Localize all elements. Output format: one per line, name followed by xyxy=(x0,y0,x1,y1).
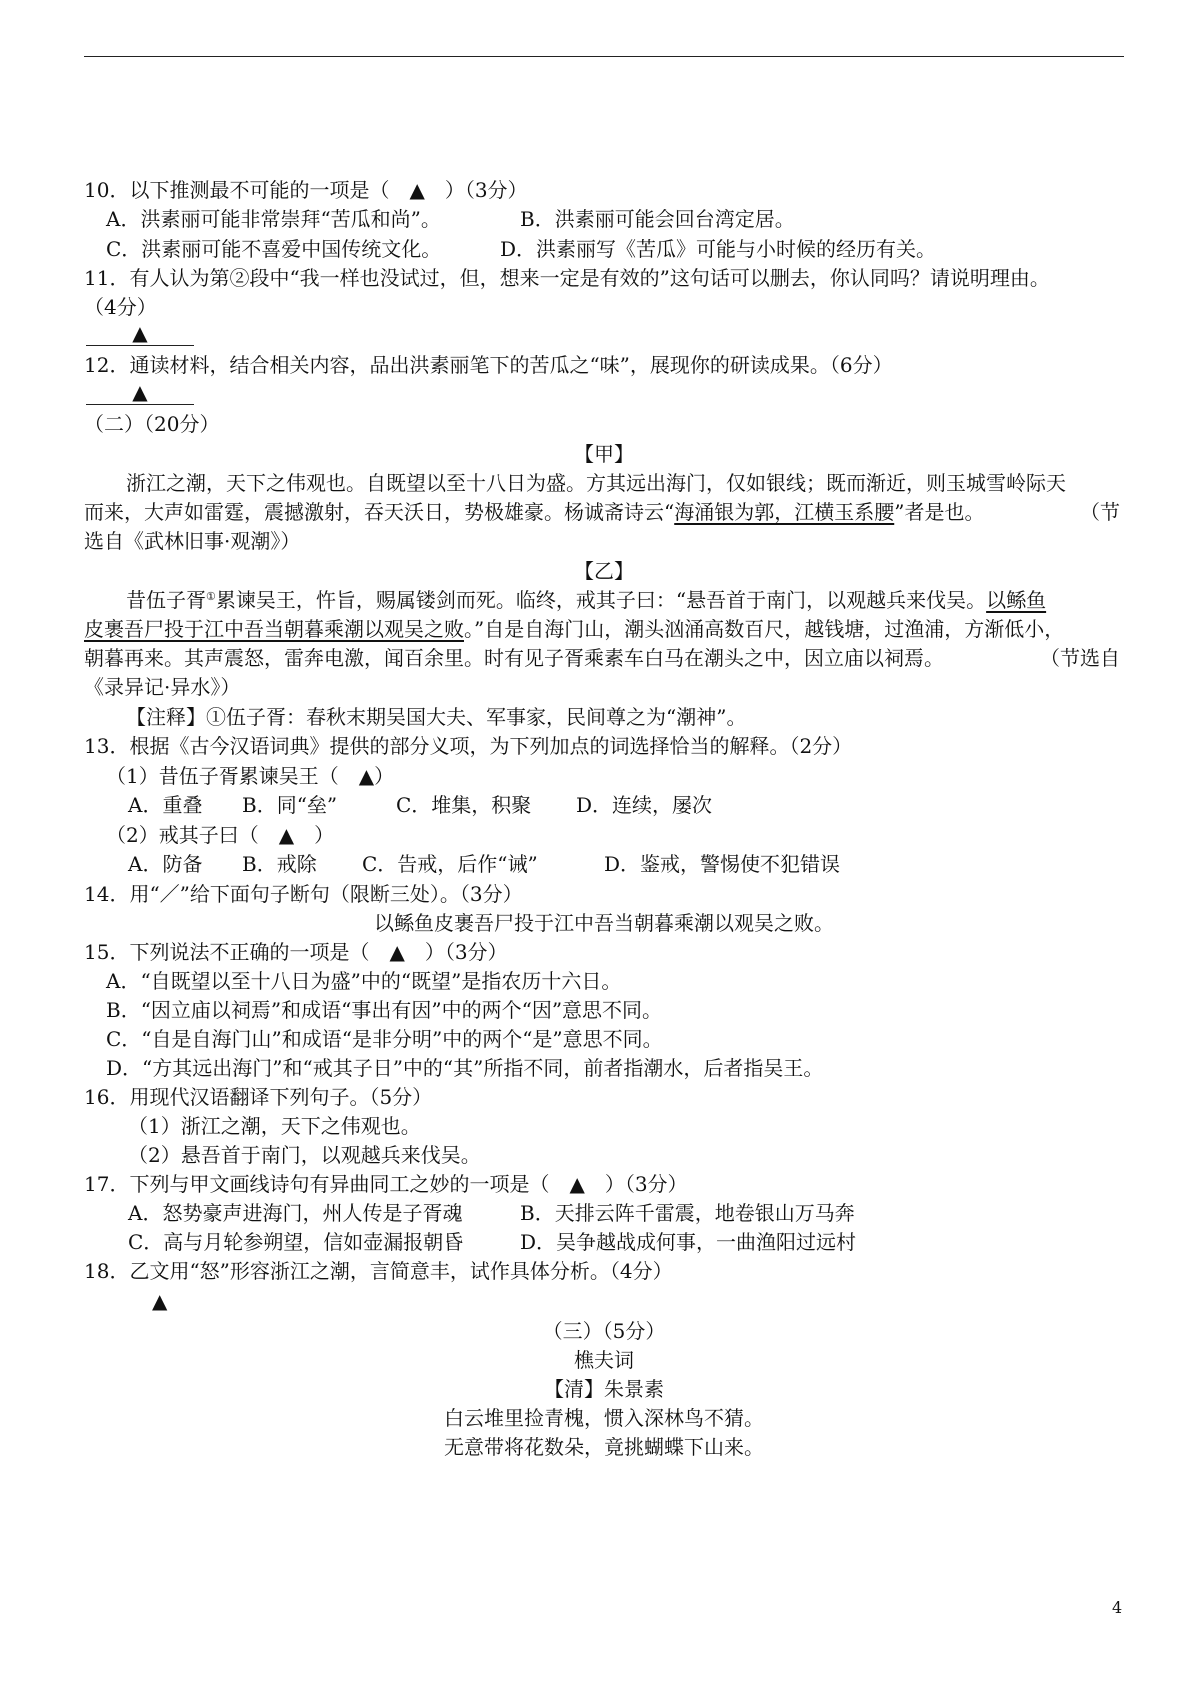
q17-option-d: D．吴争越战成何事，一曲渔阳过远村 xyxy=(520,1230,857,1254)
q12-stem: 12．通读材料，结合相关内容，品出洪素丽笔下的苦瓜之“味”，展现你的研读成果。（6分） xyxy=(84,353,893,377)
passage-yi-line: 皮裹吾尸投于江中吾当朝暮乘潮以观吴之败。”自是自海门山，潮头汹涌高数百尺，越钱塘，过渔浦，方渐低小， xyxy=(84,617,1065,641)
q10-option-c: C．洪素丽可能不喜爱中国传统文化。 xyxy=(106,237,442,261)
q13-part1-option: A．重叠 xyxy=(128,793,203,817)
q16-stem: 16．用现代汉语翻译下列句子。（5分） xyxy=(84,1085,433,1109)
answer-marker-icon: ▲ xyxy=(132,380,148,404)
q14-sentence: 以鲧鱼皮裹吾尸投于江中吾当朝暮乘潮以观吴之败。 xyxy=(374,911,834,935)
page-number: 4 xyxy=(1112,1598,1123,1617)
poem-line: 无意带将花数朵，竟挑蝴蝶下山来。 xyxy=(444,1435,764,1459)
passage-yi-line: 朝暮再来。其声震怒，雷奔电激，闻百余里。时有见子胥乘素车白马在潮头之中，因立庙以祠焉。 xyxy=(84,646,944,670)
passage-yi-note: 【注释】①伍子胥：春秋末期吴国大夫、军事家，民间尊之为“潮神”。 xyxy=(126,705,747,729)
poem-title: 樵夫词 xyxy=(574,1348,634,1372)
q10-option-b: B．洪素丽可能会回台湾定居。 xyxy=(520,207,795,231)
q18-stem: 18．乙文用“怒”形容浙江之潮，言简意丰，试作具体分析。（4分） xyxy=(84,1259,673,1283)
passage-yi-source: （节选自 xyxy=(1040,646,1120,670)
q13-part1: （1）昔伍子胥累谏吴王（ ▲） xyxy=(106,764,395,788)
underlined-sentence: 皮裹吾尸投于江中吾当朝暮乘潮以观吴之败 xyxy=(84,617,464,641)
passage-jia-source-line: 选自《武林旧事·观潮》） xyxy=(84,529,301,553)
passage-yi-source-line: 《录异记·异水》） xyxy=(84,675,241,699)
q15-option-d: D．“方其远出海门”和“戒其子日”中的“其”所指不同，前者指潮水，后者指吴王。 xyxy=(106,1056,824,1080)
underlined-poem-line: 海涌银为郭，江横玉系腰 xyxy=(674,500,895,524)
q16-part1: （1）浙江之潮，天下之伟观也。 xyxy=(128,1114,421,1138)
q10-option-a: A．洪素丽可能非常崇拜“苦瓜和尚”。 xyxy=(106,207,441,231)
answer-marker-icon: ▲ xyxy=(152,1289,168,1313)
q13-part2-option: A．防备 xyxy=(128,852,203,876)
q16-part2: （2）悬吾首于南门，以观越兵来伐吴。 xyxy=(128,1143,481,1167)
q11-score: （4分） xyxy=(84,295,157,319)
passage-jia-source: （节 xyxy=(1080,500,1120,524)
q13-part1-option: B．同“垒” xyxy=(242,793,338,817)
q15-option-a: A．“自既望以至十八日为盛”中的“既望”是指农历十六日。 xyxy=(106,969,622,993)
q17-option-b: B．天排云阵千雷震，地卷银山万马奔 xyxy=(520,1201,855,1225)
q10-stem: 10．以下推测最不可能的一项是（ ▲ ）（3分） xyxy=(84,178,528,202)
q11-stem: 11．有人认为第②段中“我一样也没试过，但，想来一定是有效的”这句话可以删去，你认同吗？请说明理由。 xyxy=(84,266,1050,290)
q17-option-c: C．高与月轮参朔望，信如壶漏报朝昏 xyxy=(128,1230,464,1254)
q10-option-d: D．洪素丽写《苦瓜》可能与小时候的经历有关。 xyxy=(500,237,937,261)
answer-marker-icon: ▲ xyxy=(132,321,148,345)
q15-option-b: B．“因立庙以祠焉”和成语“事出有因”中的两个“因”意思不同。 xyxy=(106,998,663,1022)
poem-line: 白云堆里捡青槐，惯入深林鸟不猜。 xyxy=(444,1406,764,1430)
q17-stem: 17．下列与甲文画线诗句有异曲同工之妙的一项是（ ▲ ）（3分） xyxy=(84,1172,688,1196)
q14-stem: 14．用“／”给下面句子断句（限断三处）。（3分） xyxy=(84,882,523,906)
footnote-marker: ① xyxy=(206,590,216,603)
q13-part2-option: B．戒除 xyxy=(242,852,317,876)
header-rule xyxy=(84,56,1124,57)
passage-yi-title: 【乙】 xyxy=(574,559,634,583)
q12-answer-blank xyxy=(86,380,194,405)
poem-author: 【清】朱景素 xyxy=(544,1377,664,1401)
q13-part2-option: C．告戒，后作“诫” xyxy=(362,852,538,876)
passage-jia-line: 而来，大声如雷霆，震撼激射，吞天沃日，势极雄豪。杨诚斋诗云“海涌银为郭，江横玉系腰”者是也。 xyxy=(84,500,985,524)
q17-option-a: A．怒势豪声进海门，州人传是子胥魂 xyxy=(128,1201,463,1225)
q15-stem: 15．下列说法不正确的一项是（ ▲ ）（3分） xyxy=(84,940,508,964)
q13-part1-option: D．连续，屡次 xyxy=(576,793,713,817)
passage-jia-line: 浙江之潮，天下之伟观也。自既望以至十八日为盛。方其远出海门，仅如银线；既而渐近，则玉城雪岭际天 xyxy=(126,471,1066,495)
passage-jia-title: 【甲】 xyxy=(574,442,634,466)
q13-part2-option: D．鉴戒，警惕使不犯错误 xyxy=(604,852,841,876)
q13-part1-option: C．堆集，积聚 xyxy=(396,793,532,817)
q13-stem: 13．根据《古今汉语词典》提供的部分义项，为下列加点的词选择恰当的解释。（2分） xyxy=(84,734,853,758)
q15-option-c: C．“自是自海门山”和成语“是非分明”中的两个“是”意思不同。 xyxy=(106,1027,663,1051)
q11-answer-blank xyxy=(86,321,194,346)
passage-yi-line: 昔伍子胥①累谏吴王，忤旨，赐属镂剑而死。临终，戒其子曰：“悬吾首于南门，以观越兵来伐吴。以鲧鱼 xyxy=(126,588,1047,612)
section2-heading: （二）（20分） xyxy=(84,412,220,436)
q13-part2: （2）戒其子曰（ ▲ ） xyxy=(106,823,335,847)
section3-heading: （三）（5分） xyxy=(542,1319,666,1343)
underlined-sentence: 以鲧鱼 xyxy=(986,588,1047,612)
